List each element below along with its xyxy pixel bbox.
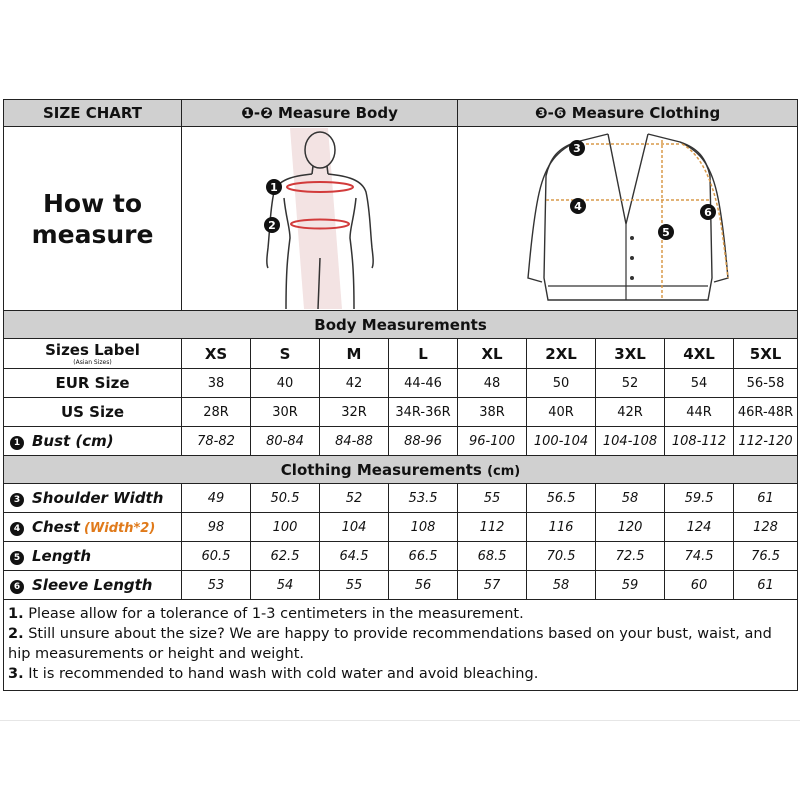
table-cell: 124	[665, 513, 734, 542]
how-to-line-2: measure	[31, 219, 154, 249]
table-cell: 52	[320, 484, 389, 513]
note-1-number: 1.	[8, 606, 24, 622]
chest-label-cell	[4, 513, 182, 542]
body-figure-illustration	[182, 128, 458, 309]
table-cell: 38R	[458, 398, 527, 427]
body-measurements-header-row	[4, 311, 798, 339]
table-cell: 54	[665, 369, 734, 398]
table-cell: 49	[182, 484, 251, 513]
table-cell: 28R	[182, 398, 251, 427]
table-cell: 76.5	[734, 542, 798, 571]
eur-size-row	[4, 369, 798, 398]
size-2xl: 2XL	[527, 339, 596, 369]
sizes-row	[4, 339, 798, 369]
size-xs: XS	[182, 339, 251, 369]
table-cell: 108-112	[665, 427, 734, 456]
table-cell: 38	[182, 369, 251, 398]
table-cell: 61	[734, 571, 798, 600]
table-cell: 54	[251, 571, 320, 600]
length-row	[4, 542, 798, 571]
table-cell: 59	[596, 571, 665, 600]
length-label: Length	[32, 547, 91, 565]
table-cell: 112	[458, 513, 527, 542]
body-right-side-icon	[350, 198, 356, 309]
size-s: S	[251, 339, 320, 369]
badge-5-icon: 5	[10, 551, 24, 565]
note-3-number: 3.	[8, 666, 24, 682]
table-cell: 96-100	[458, 427, 527, 456]
us-size-label: US Size	[4, 398, 182, 427]
note-2	[8, 624, 793, 664]
table-cell: 68.5	[458, 542, 527, 571]
marker-6-label: 6	[704, 206, 712, 219]
table-cell: 42	[320, 369, 389, 398]
clothing-illustration-cell	[458, 127, 798, 311]
size-chart	[3, 99, 797, 691]
table-cell: 78-82	[182, 427, 251, 456]
marker-2-label: 2	[268, 219, 276, 232]
table-cell: 100	[251, 513, 320, 542]
note-3	[8, 664, 793, 684]
table-cell: 56	[389, 571, 458, 600]
size-m: M	[320, 339, 389, 369]
table-cell: 98	[182, 513, 251, 542]
table-cell: 120	[596, 513, 665, 542]
sleeve-length-label-cell	[4, 571, 182, 600]
marker-1-label: 1	[270, 181, 278, 194]
bust-row	[4, 427, 798, 456]
clothing-measurements-header-row	[4, 456, 798, 484]
size-chart-title: SIZE CHART	[4, 100, 182, 127]
table-cell: 61	[734, 484, 798, 513]
length-label-cell	[4, 542, 182, 571]
clothing-measurements-title-cell	[4, 456, 798, 484]
table-cell: 56-58	[734, 369, 798, 398]
table-cell: 46R-48R	[734, 398, 798, 427]
table-cell: 44-46	[389, 369, 458, 398]
cardigan-left-sleeve-icon	[528, 142, 576, 282]
table-cell: 66.5	[389, 542, 458, 571]
table-cell: 30R	[251, 398, 320, 427]
marker-5-label: 5	[662, 226, 670, 239]
table-cell: 60	[665, 571, 734, 600]
table-cell: 116	[527, 513, 596, 542]
marker-4-label: 4	[574, 200, 582, 213]
badge-1-icon: 1	[10, 436, 24, 450]
table-cell: 48	[458, 369, 527, 398]
us-size-row	[4, 398, 798, 427]
size-xl: XL	[458, 339, 527, 369]
table-cell: 84-88	[320, 427, 389, 456]
table-cell: 104-108	[596, 427, 665, 456]
shoulder-width-row	[4, 484, 798, 513]
measure-body-heading: ❶-❷ Measure Body	[182, 100, 458, 127]
table-cell: 104	[320, 513, 389, 542]
sizes-label: Sizes Label	[45, 341, 140, 359]
table-cell: 44R	[665, 398, 734, 427]
notes-cell	[4, 600, 798, 691]
table-cell: 58	[596, 484, 665, 513]
table-cell: 80-84	[251, 427, 320, 456]
badge-4-icon: 4	[10, 522, 24, 536]
table-cell: 74.5	[665, 542, 734, 571]
bust-label: Bust (cm)	[32, 432, 114, 450]
bust-label-cell	[4, 427, 182, 456]
note-2-number: 2.	[8, 626, 24, 642]
table-cell: 112-120	[734, 427, 798, 456]
size-chart-table	[3, 99, 798, 691]
illustration-row	[4, 127, 798, 311]
table-cell: 53	[182, 571, 251, 600]
sleeve-length-label: Sleeve Length	[32, 576, 153, 594]
clothing-measurements-title: Clothing Measurements	[280, 460, 482, 479]
table-cell: 100-104	[527, 427, 596, 456]
body-illustration-cell	[182, 127, 458, 311]
table-cell: 88-96	[389, 427, 458, 456]
notes-row	[4, 600, 798, 691]
chest-label: Chest	[32, 518, 80, 536]
button-icon	[630, 256, 634, 260]
table-cell: 42R	[596, 398, 665, 427]
shoulder-width-label-cell	[4, 484, 182, 513]
table-cell: 50.5	[251, 484, 320, 513]
table-cell: 64.5	[320, 542, 389, 571]
table-cell: 60.5	[182, 542, 251, 571]
table-cell: 32R	[320, 398, 389, 427]
size-4xl: 4XL	[665, 339, 734, 369]
note-1	[8, 604, 793, 624]
table-cell: 59.5	[665, 484, 734, 513]
note-1-text: Please allow for a tolerance of 1-3 centimeters in the measurement.	[28, 606, 524, 622]
button-icon	[630, 236, 634, 240]
table-cell: 40	[251, 369, 320, 398]
table-cell: 57	[458, 571, 527, 600]
chart-header-row	[4, 100, 798, 127]
eur-size-label: EUR Size	[4, 369, 182, 398]
table-cell: 108	[389, 513, 458, 542]
table-cell: 55	[458, 484, 527, 513]
clothing-measurements-unit: (cm)	[487, 463, 521, 479]
how-to-measure-label	[4, 127, 182, 311]
measure-clothing-heading: ❸-❻ Measure Clothing	[458, 100, 798, 127]
badge-6-icon: 6	[10, 580, 24, 594]
table-cell: 55	[320, 571, 389, 600]
note-3-text: It is recommended to hand wash with cold water and avoid bleaching.	[28, 666, 539, 682]
size-5xl: 5XL	[734, 339, 798, 369]
cardigan-neck-icon	[608, 134, 648, 224]
cardigan-illustration	[458, 128, 798, 309]
body-left-side-icon	[284, 198, 290, 309]
size-3xl: 3XL	[596, 339, 665, 369]
table-cell: 62.5	[251, 542, 320, 571]
note-2-text: Still unsure about the size? We are happy to provide recommendations based on your bust, waist, and hip measurements or height and weight.	[8, 626, 772, 662]
table-cell: 56.5	[527, 484, 596, 513]
sizes-label-cell	[4, 339, 182, 369]
button-icon	[630, 276, 634, 280]
table-cell: 40R	[527, 398, 596, 427]
marker-3-label: 3	[573, 142, 581, 155]
table-cell: 70.5	[527, 542, 596, 571]
table-cell: 58	[527, 571, 596, 600]
bottom-divider	[0, 720, 800, 721]
how-to-line-1: How to	[42, 188, 143, 218]
chest-width-note: (Width*2)	[83, 521, 156, 536]
size-l: L	[389, 339, 458, 369]
table-cell: 52	[596, 369, 665, 398]
table-cell: 128	[734, 513, 798, 542]
body-measurements-title: Body Measurements	[4, 311, 798, 339]
sleeve-length-row	[4, 571, 798, 600]
chest-row	[4, 513, 798, 542]
sizes-sublabel: (Asian Sizes)	[73, 359, 112, 366]
table-cell: 53.5	[389, 484, 458, 513]
table-cell: 72.5	[596, 542, 665, 571]
table-cell: 34R-36R	[389, 398, 458, 427]
shoulder-width-label: Shoulder Width	[32, 489, 164, 507]
table-cell: 50	[527, 369, 596, 398]
badge-3-icon: 3	[10, 493, 24, 507]
